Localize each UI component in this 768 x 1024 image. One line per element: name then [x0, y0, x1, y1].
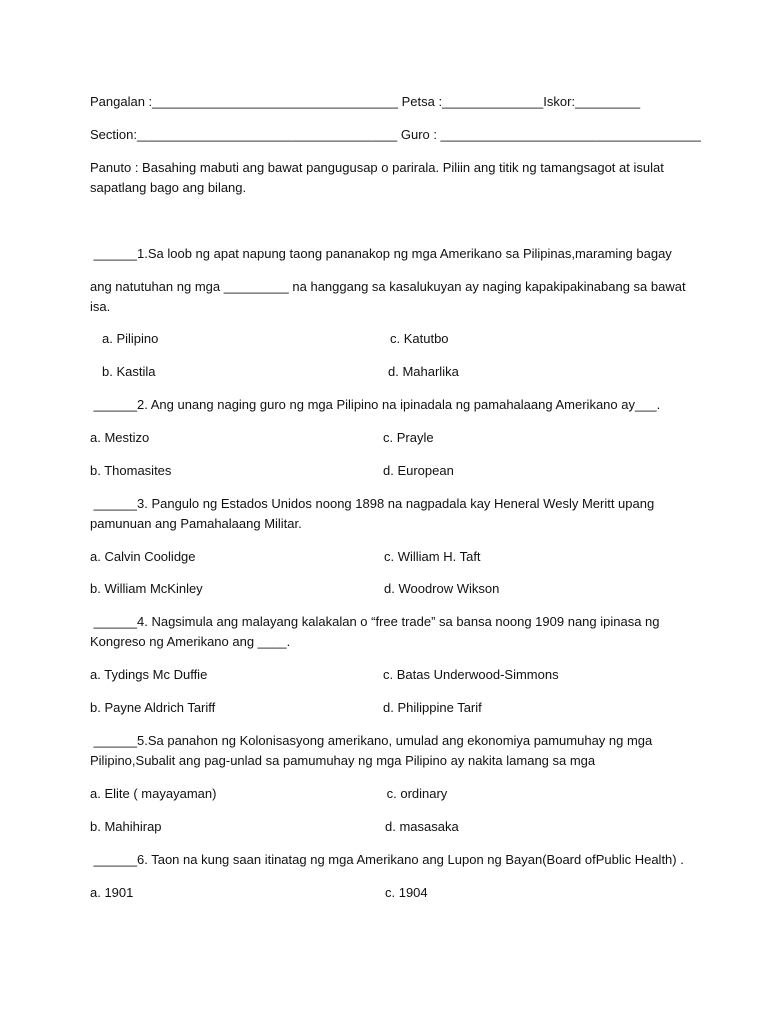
question-2-option-a: a. Mestizo: [90, 430, 150, 445]
question-3-option-a: a. Calvin Coolidge: [90, 549, 196, 564]
question-1-option-c: c. Katutbo: [390, 331, 449, 346]
question-5-option-d: d. masasaka: [385, 819, 459, 834]
question-2-option-b: b. Thomasites: [90, 463, 172, 478]
question-4-option-c: c. Batas Underwood-Simmons: [383, 667, 559, 682]
question-1-line-3: isa.: [90, 299, 111, 314]
question-5-option-a: a. Elite ( mayayaman): [90, 786, 217, 801]
question-4-option-b: b. Payne Aldrich Tariff: [90, 700, 216, 715]
question-1-line-2: ang natutuhan ng mga _________ na hanggang sa kasalukuyan ay naging kapakipakinabang sa bawat: [90, 279, 686, 294]
question-6-line-1: ______6. Taon na kung saan itinatag ng mga Amerikano ang Lupon ng Bayan(Board ofPublic Health) .: [90, 852, 684, 867]
question-5-option-c: c. ordinary: [383, 786, 448, 801]
question-1-line-1: ______1.Sa loob ng apat napung taong pananakop ng mga Amerikano sa Pilipinas,maraming bagay: [90, 246, 672, 261]
instructions-line-2: sapatlang bago ang bilang.: [90, 180, 247, 195]
question-1-option-a: a. Pilipino: [102, 331, 159, 346]
question-3-option-d: d. Woodrow Wikson: [384, 581, 500, 596]
question-3-option-b: b. William McKinley: [90, 581, 203, 596]
name-date-score-line: Pangalan :__________________________________ Petsa :______________Iskor:_________: [90, 94, 641, 109]
question-3-option-c: c. William H. Taft: [384, 549, 481, 564]
question-6-option-a: a. 1901: [90, 885, 134, 900]
instructions-line-1: Panuto : Basahing mabuti ang bawat pangugusap o parirala. Piliin ang titik ng tamangsagot at isulat: [90, 160, 664, 175]
question-5-line-2: Pilipino,Subalit ang pag-unlad sa pamumuhay ng mga Pilipino ay nakita lamang sa mga: [90, 753, 596, 768]
question-6-option-c: c. 1904: [385, 885, 428, 900]
question-3-line-1: ______3. Pangulo ng Estados Unidos noong 1898 na nagpadala kay Heneral Wesly Meritt upang: [90, 496, 655, 511]
question-4-line-1: ______4. Nagsimula ang malayang kalakalan o “free trade” sa bansa noong 1909 nang ipinasa ng: [90, 614, 660, 629]
question-5-line-1: ______5.Sa panahon ng Kolonisasyong amerikano, umulad ang ekonomiya pamumuhay ng mga: [90, 733, 653, 748]
section-teacher-line: Section:____________________________________ Guro : ____________________________________: [90, 127, 701, 142]
question-4-line-2: Kongreso ng Amerikano ang ____.: [90, 634, 291, 649]
question-5-option-b: b. Mahihirap: [90, 819, 162, 834]
question-4-option-d: d. Philippine Tarif: [383, 700, 482, 715]
question-2-option-d: d. European: [383, 463, 454, 478]
question-2-option-c: c. Prayle: [383, 430, 434, 445]
question-2-line-1: ______2. Ang unang naging guro ng mga Pilipino na ipinadala ng pamahalaang Amerikano ay___.: [90, 397, 661, 412]
question-3-line-2: pamunuan ang Pamahalaang Militar.: [90, 516, 302, 531]
question-1-option-b: b. Kastila: [102, 364, 156, 379]
question-4-option-a: a. Tydings Mc Duffie: [90, 667, 208, 682]
question-1-option-d: d. Maharlika: [388, 364, 459, 379]
